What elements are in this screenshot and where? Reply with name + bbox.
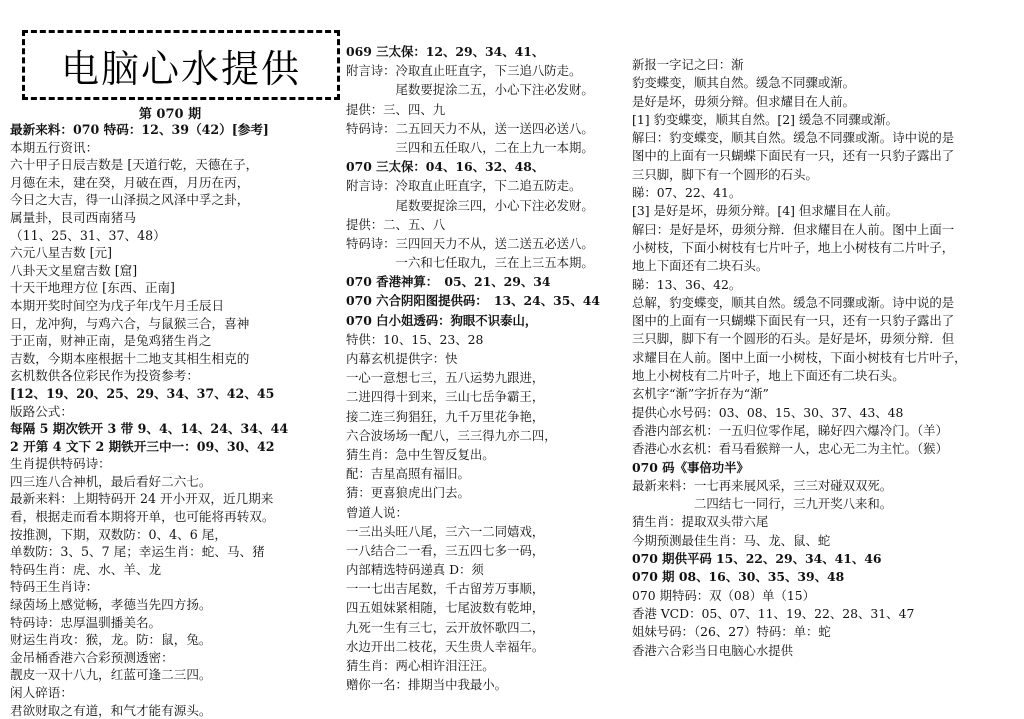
col1-line: 单数防：3、5、7 尾；幸运生肖：蛇、马、猪 <box>10 544 265 560</box>
col1-line: 君欲财取之有道，和气才能有源头。 <box>10 702 212 718</box>
col3-line: 新报一字记之曰：渐 <box>632 57 744 72</box>
middle-column <box>346 42 622 694</box>
col3-line: 提供心水号码：03、08、15、30、37、43、48 <box>632 404 904 420</box>
col2-line: 一六和七任取九，三在上三五本期。 <box>346 255 594 271</box>
col1-line: 八卦天文星窟吉数 [窟] <box>10 262 138 278</box>
col2-line: 尾数要捉涂二五，小心下注必发财。 <box>346 82 594 98</box>
col2-line: 三四和五任取八，二在上九一本期。 <box>346 139 594 155</box>
col2-line: 070 香港神算： 05、21、29、34 <box>346 274 551 290</box>
col3-line: 总解，豹变蝶变，顺其自然。缓急不同骤或渐。诗中说的是 <box>632 294 955 310</box>
col1-line: 闲人碎语： <box>10 685 73 700</box>
col1-line: 日，龙冲狗，与鸡六合，与鼠猴三合，喜神 <box>10 315 250 331</box>
col3-line: 二四结七一同行，三九开奖八来和。 <box>632 496 893 512</box>
col3-line: 香港心水玄机：看马看猴辩一人，忠心无二为主忙。（猴） <box>632 441 948 457</box>
col1-line: 特码王生肖诗： <box>10 579 99 595</box>
col2-line: 一一七出吉尾数，千古留芳万事顺， <box>346 581 545 597</box>
col1-line: 四三连八合神机，最后看好二六七。 <box>10 473 212 489</box>
col2-line: 九死一生有三七，云开放怀歌四二， <box>346 619 545 635</box>
col3-line: 睇：13、36、42。 <box>632 276 742 292</box>
col3-line: [1] 豹变蝶变，顺其自然。[2] 缓急不同骤或渐。 <box>632 111 899 127</box>
col2-line: 赠你一名：排期当中我最小。 <box>346 677 508 693</box>
col3-line: 三只脚，脚下有一个圆形的石头。 <box>632 166 818 182</box>
col2-line: 水边开出二枝花，天生贵人幸福年。 <box>346 638 545 654</box>
col3-line: 豹变蝶变，顺其自然。缓急不同骤或渐。 <box>632 75 856 91</box>
col3-line: 猜生肖：提取双头带六尾 <box>632 514 769 530</box>
col3-line: 070 码《事倍功半》 <box>632 459 749 475</box>
left-column <box>10 121 340 719</box>
col1-line: 绿茵场上感觉畅，孝德当先四方扬。 <box>10 597 212 613</box>
col2-line: 提供：二、五、八 <box>346 216 446 232</box>
col2-line: 尾数要捉涂三四，小心下注必发财。 <box>346 197 594 213</box>
col1-line: 月德在未，建在癸，月破在酉，月历在丙， <box>10 174 250 190</box>
col2-line: 一三出头旺八尾，三六一二同嬉戏， <box>346 523 545 539</box>
right-column <box>632 56 1018 660</box>
col1-line: 每隔 5 期次铁开 3 带 9、4、14、24、34、44 <box>10 421 289 437</box>
col1-line: 今日之大吉，得一山泽损之风泽中孚之卦， <box>10 192 250 208</box>
col1-line: 六元八星吉数 [元] <box>10 245 112 261</box>
col1-line: 最新来料：070 特码：12、39（42）[参考] <box>10 122 269 137</box>
col2-line: 猜：更喜狼虎出门去。 <box>346 485 470 501</box>
col1-line: 本期五行资讯： <box>10 139 99 155</box>
col2-line: 特码诗：二五回天力不从，送一送四必送八。 <box>346 120 594 136</box>
col3-line: 地上小树枝有二片叶子，地上下面还有二块石头。 <box>632 368 905 384</box>
col1-line: 本期开奖时间空为戊子年戊午月壬辰日 <box>10 297 225 313</box>
col3-line: 解曰：豹变蝶变，顺其自然。缓急不同骤或渐。诗中说的是 <box>632 130 955 146</box>
col2-line: 猜生肖：两心相许泪汪汪。 <box>346 658 495 673</box>
col3-line: 求耀目在人前。图中上面一小树枝，下面小树枝有七片叶子， <box>632 349 967 365</box>
title-box <box>22 30 340 100</box>
col3-line: 图中的上面有一只蝴蝶下面民有一只，还有一只豹子露出了 <box>632 148 955 164</box>
col2-line: 069 三太保：12、29、34、41、 <box>346 44 545 59</box>
col2-line: 附言诗：冷取直止旺直字，下三追八防走。 <box>346 63 582 79</box>
col2-line: 六合波场场一配八，三三得九亦二四， <box>346 427 557 443</box>
col3-line: 香港内部玄机：一五归位零作尾，睇好四六爆冷门。（羊） <box>632 422 948 438</box>
col3-line: 玄机字“渐”字折存为“渐” <box>632 386 769 402</box>
col1-line: （11、25、31、37、48） <box>10 227 166 243</box>
col3-line: 地上下面还有二块石头。 <box>632 258 769 274</box>
col3-line: 今期预测最佳生肖：马、龙、鼠、蛇 <box>632 532 831 548</box>
col1-line: 最新来料：上期特码开 24 开小开双，近几期来 <box>10 491 274 507</box>
page-title: 电脑心水提供 <box>60 46 301 91</box>
col2-line: 特码诗：三四回天力不从，送二送五必送八。 <box>346 235 594 251</box>
col1-line: 生肖提供特码诗： <box>10 456 111 472</box>
col1-line: 按推测，下期，双数防：0、4、6 尾， <box>10 526 227 542</box>
col3-line: 睇：07、22、41。 <box>632 185 742 201</box>
col3-line: 三只脚，脚下有一个圆形的石头。是好是坏，毋须分辩．但 <box>632 331 955 347</box>
col3-line: 小树枝，下面小树枝有七片叶子，地上小树枝有二片叶子， <box>632 239 955 255</box>
col1-line: 财运生肖攻：猴，龙。防：鼠，兔。 <box>10 632 212 648</box>
col2-line: 070 六合阴阳图提供码： 13、24、35、44 <box>346 293 601 309</box>
col3-line: 香港 VCD：05、07、11、19、22、28、31、47 <box>632 605 915 621</box>
col3-line: 070 期 08、16、30、35、39、48 <box>632 569 845 585</box>
col1-line: 六十甲子日辰吉数是 [天道行乾，天德在子， <box>10 157 259 173</box>
col2-line: 内部精选特码递真 D：须 <box>346 562 484 578</box>
col2-line: 四五姐妹紧相随，七尾波数有乾坤， <box>346 600 545 616</box>
col2-line: 一八结合二一看，三五四七多一码， <box>346 542 545 558</box>
col2-line: 接二连三狗猖狂，九千万里花争艳， <box>346 408 545 424</box>
col3-line: 香港六合彩当日电脑心水提供 <box>632 642 794 658</box>
col1-line: 十天干地理方位 [东西、正南] <box>10 280 175 296</box>
col1-line: 吉数，今期本座根据十二地支其相生相克的 <box>10 350 250 366</box>
col2-line: 二进四得十到来，三山七岳争霸王， <box>346 389 545 405</box>
col3-line: 姐妹号码：（26、27）特码：单：蛇 <box>632 624 831 640</box>
col3-line: 070 期供平码 15、22、29、34、41、46 <box>632 551 882 567</box>
col1-line: 看，根据走而看本期将开单，也可能将再转双。 <box>10 509 275 525</box>
col2-line: 配：吉星高照有福旧。 <box>346 466 470 482</box>
col1-line: 特码诗：忠厚温驯播美名。 <box>10 614 162 630</box>
col1-line: 靓皮一双十八九，红蓝可逢二三四。 <box>10 667 212 683</box>
col2-line: 070 白小姐透码：狗眼不识泰山， <box>346 312 538 328</box>
col2-line: 特供：10、15、23、28 <box>346 331 484 347</box>
col2-line: 附言诗：冷取直止旺直字，下二追五防走。 <box>346 178 582 194</box>
col3-line: 最新来料：一七再来展风采，三三对碰双双死。 <box>632 477 893 493</box>
col1-line: 属量卦，艮司西南猪马 <box>10 209 136 225</box>
col3-line: [3] 是好是坏，毋须分辩。[4] 但求耀目在人前。 <box>632 203 899 219</box>
col3-line: 图中的上面有一只蝴蝶下面民有一只，还有一只豹子露出了 <box>632 313 955 329</box>
col1-line: 版路公式： <box>10 403 73 419</box>
col2-line: 一心一意想七三，五八运势九跟进， <box>346 370 545 386</box>
col2-line: 内幕玄机提供字：快 <box>346 351 458 366</box>
col1-line: 金吊桶香港六合彩预测透密： <box>10 649 174 665</box>
col2-line: 070 三太保：04、16、32、48、 <box>346 159 545 175</box>
col2-line: 曾道人说： <box>346 504 408 520</box>
col3-line: 解曰：是好是坏，毋须分辩．但求耀目在人前。图中上面一 <box>632 221 955 237</box>
issue-number: 第 070 期 <box>138 107 202 122</box>
col3-line: 070 期特码：双（08）单（15） <box>632 587 816 603</box>
col2-line: 提供：三、四、九 <box>346 101 446 117</box>
col1-line: 2 开第 4 文下 2 期铁开三中一：09、30、42 <box>10 438 275 454</box>
col1-line: 于正南，财神正南，是兔鸡猪生肖之 <box>10 333 212 349</box>
col1-line: 玄机数供各位彩民作为投资参考： <box>10 368 199 384</box>
col3-line: 是好是坏，毋须分辩。但求耀目在人前。 <box>632 93 856 109</box>
col2-line: 猜生肖：急中生智反复出。 <box>346 446 495 462</box>
col1-line: 特码生肖：虎、水、羊、龙 <box>10 561 162 577</box>
col1-line: [12、19、20、25、29、34、37、42、45 <box>10 385 275 401</box>
